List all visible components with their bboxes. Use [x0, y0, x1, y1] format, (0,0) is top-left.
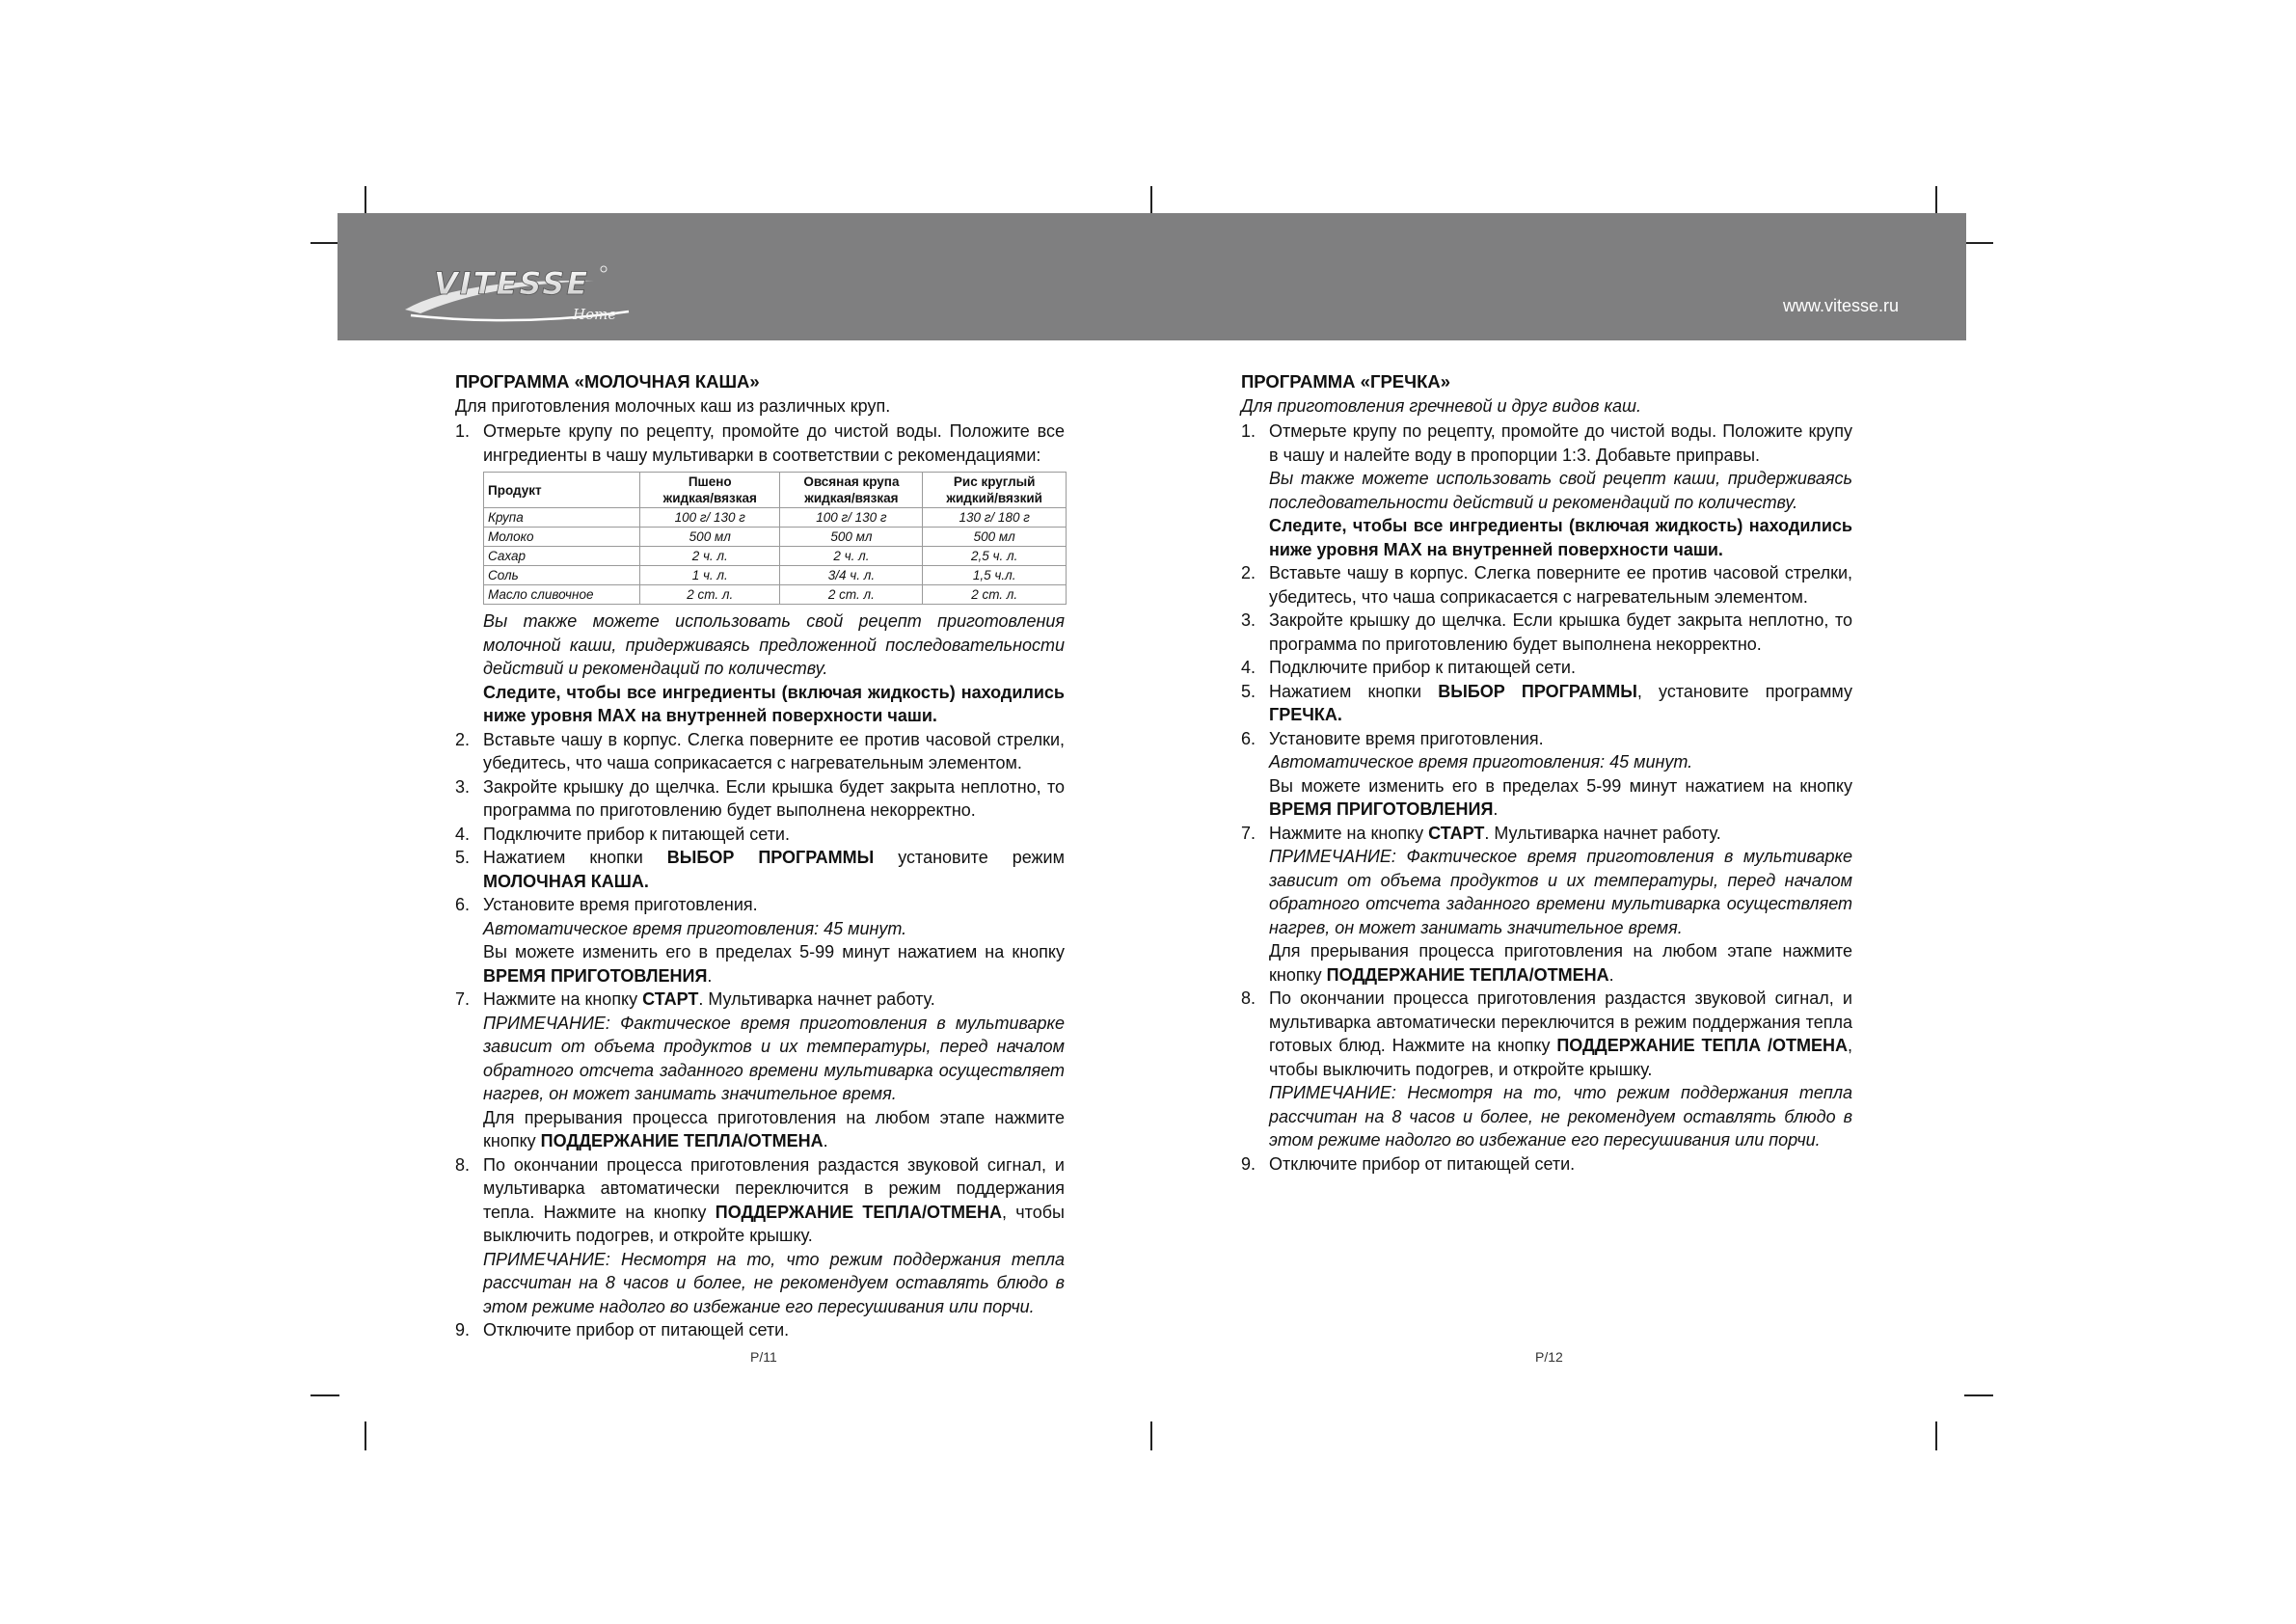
- list-item: 9. Отключите прибор от питающей сети.: [455, 1320, 790, 1340]
- table-row: [484, 585, 1067, 605]
- step-text: Отключите прибор от питающей сети.: [483, 1320, 790, 1340]
- list-item: 7. Нажмите на кнопку СТАРТ. Мультиварка начнет работу. ПРИМЕЧАНИЕ: Фактическое время приготовления в мультиварке зависит от объема продуктов и их температуры, перед началом обратного отсчета заданного времени мультиварка осуществляет нагрев, он может занимать значительное время. Для прерывания процесса приготовления на любом этапе нажмите кнопку ПОДДЕРЖАНИЕ ТЕПЛА/ОТМЕНА.: [455, 989, 1065, 1150]
- vitesse-logo: [401, 259, 633, 325]
- step-text: Установите время приготовления.: [1269, 728, 1544, 748]
- list-item: 5. Нажатием кнопки ВЫБОР ПРОГРАММЫ, установите программу ГРЕЧКА.: [1241, 681, 1852, 724]
- table-cell: 1,5 ч.л.: [923, 566, 1067, 585]
- step-note: ПРИМЕЧАНИЕ: Несмотря на то, что режим поддержания тепла рассчитан на 8 часов и более, не рекомендуем оставлять блюдо в этом режиме надолго во избежание его пересушивания или порчи.: [483, 1249, 1065, 1316]
- list-item: 3. Закройте крышку до щелчка. Если крышка будет закрыта неплотно, то программа по приготовлению будет выполнена некорректно.: [455, 776, 1065, 820]
- table-row: [484, 528, 1067, 547]
- crop-mark: [1150, 1421, 1152, 1450]
- table-cell: 130 г/ 180 г: [923, 508, 1067, 528]
- left-column: [455, 370, 1065, 1342]
- step-note: Автоматическое время приготовления: 45 минут.: [483, 918, 907, 938]
- table-cell: 2 ч. л.: [640, 547, 780, 566]
- step-text: Подключите прибор к питающей сети.: [483, 824, 790, 844]
- crop-mark: [1150, 186, 1152, 215]
- table-cell: Молоко: [484, 528, 640, 547]
- table-header: Рис круглый жидкий/вязкий: [923, 473, 1067, 508]
- step-text: Отмерьте крупу по рецепту, промойте до чистой воды. Положите крупу в чашу и налейте воду в пропорции 1:3. Добавьте приправы.: [1269, 421, 1852, 465]
- table-cell: 500 мл: [780, 528, 923, 547]
- crop-mark: [1935, 186, 1937, 215]
- step-note: Автоматическое время приготовления: 45 минут.: [1269, 752, 1693, 771]
- left-lead: Для приготовления молочных каш из различных круп.: [455, 395, 891, 416]
- right-title: ПРОГРАММА «ГРЕЧКА»: [1241, 371, 1451, 392]
- crop-mark: [1935, 1421, 1937, 1450]
- header-band: [338, 213, 1966, 340]
- list-item: 3. Закройте крышку до щелчка. Если крышка будет закрыта неплотно, то программа по приготовлению будет выполнена некорректно.: [1241, 610, 1852, 654]
- site-url: www.vitesse.ru: [1782, 296, 1899, 315]
- table-header-row: [484, 473, 1067, 508]
- step-text: Вставьте чашу в корпус. Слегка поверните ее против часовой стрелки, убедитесь, что чаша соприкасается с нагревательным элементом.: [1269, 563, 1852, 607]
- table-cell: 2 ст. л.: [923, 585, 1067, 605]
- table-cell: Сахар: [484, 547, 640, 566]
- step-warning: Следите, чтобы все ингредиенты (включая жидкость) находились ниже уровня MAX на внутренней поверхности чаши.: [1269, 516, 1852, 559]
- step-note: ПРИМЕЧАНИЕ: Несмотря на то, что режим поддержания тепла рассчитан на 8 часов и более, не рекомендуем оставлять блюдо в этом режиме надолго во избежание его пересушивания или порчи.: [1269, 1083, 1852, 1150]
- list-item: 5. Нажатием кнопки ВЫБОР ПРОГРАММЫ установите режим МОЛОЧНАЯ КАША.: [455, 848, 1065, 891]
- table-cell: 2 ст. л.: [640, 585, 780, 605]
- list-item: 8. По окончании процесса приготовления раздастся звуковой сигнал, и мультиварка автоматически переключится в режим поддержания тепла готовых блюд. Нажмите на кнопку ПОДДЕРЖАНИЕ ТЕПЛА /ОТМЕНА, чтобы выключить подогрев, и откройте крышку. ПРИМЕЧАНИЕ: Несмотря на то, что режим поддержания тепла рассчитан на 8 часов и более, не рекомендуем оставлять блюдо в этом режиме надолго во избежание его пересушивания или порчи.: [1241, 987, 1852, 1152]
- list-item: 7. Нажмите на кнопку СТАРТ. Мультиварка начнет работу. ПРИМЕЧАНИЕ: Фактическое время приготовления в мультиварке зависит от объема продуктов и их температуры, перед началом обратного отсчета заданного времени мультиварка осуществляет нагрев, он может занимать значительное время. Для прерывания процесса приготовления на любом этапе нажмите кнопку ПОДДЕРЖАНИЕ ТЕПЛА/ОТМЕНА.: [1241, 823, 1852, 985]
- right-lead: Для приготовления гречневой и друг видов каш.: [1241, 395, 1641, 416]
- list-item: 4. Подключите прибор к питающей сети.: [455, 824, 790, 844]
- table-header: Пшено жидкая/вязкая: [640, 473, 780, 508]
- table-header: Овсяная крупа жидкая/вязкая: [780, 473, 923, 508]
- brand-sub: Home: [573, 306, 617, 323]
- table-cell: 500 мл: [640, 528, 780, 547]
- table-cell: 2 ст. л.: [780, 585, 923, 605]
- crop-mark: [1964, 242, 1993, 244]
- page-number-left: P/11: [750, 1349, 777, 1365]
- recipe-table: [483, 472, 1067, 605]
- list-item: 2. Вставьте чашу в корпус. Слегка поверните ее против часовой стрелки, убедитесь, что чаша соприкасается с нагревательным элементом.: [1241, 563, 1852, 607]
- page-number-right: P/12: [1535, 1349, 1563, 1365]
- list-item: 1. Отмерьте крупу по рецепту, промойте до чистой воды. Положите все ингредиенты в чашу мультиварки в соответствии с рекомендациями: Продукт Пшено жидкая/вязкая Овсяная крупа жидкая/вязкая Рис круглый жидкий/вязкий Крупа 100 г/ 130 г 100 г/ 130 г 130 г/ 180 г Молоко 500 мл 500 мл 500 мл Сахар 2 ч. л. 2 ч. л. 2,5 ч. л. Соль 1 ч. л. 3/4 ч. л. 1,5 ч.л. Масло сливочное 2 ст. л. 2 ст. л. 2 ст. л. Вы также можете использовать свой рецепт приготовления молочной каши, придерживаясь предложенной последовательности действий и рекомендаций по количеству. Следите, чтобы все ингредиенты (включая жидкость) находились ниже уровня MAX на внутренней поверхности чаши.: [455, 420, 1065, 728]
- table-header: Продукт: [484, 473, 640, 508]
- table-cell: 1 ч. л.: [640, 566, 780, 585]
- table-row: [484, 508, 1067, 528]
- step-text: Подключите прибор к питающей сети.: [1269, 658, 1576, 677]
- step-text: Отмерьте крупу по рецепту, промойте до чистой воды. Положите все ингредиенты в чашу мультиварки в соответствии с рекомендациями:: [483, 421, 1065, 465]
- step-text: Отключите прибор от питающей сети.: [1269, 1153, 1576, 1174]
- crop-mark: [1964, 1394, 1993, 1396]
- list-item: 9. Отключите прибор от питающей сети.: [1241, 1153, 1576, 1174]
- right-column: [1241, 370, 1852, 1176]
- step-text: Закройте крышку до щелчка. Если крышка будет закрыта неплотно, то программа по приготовлению будет выполнена некорректно.: [483, 776, 1065, 820]
- step-note: Вы также можете использовать свой рецепт приготовления молочной каши, придерживаясь предложенной последовательности действий и рекомендаций по количеству.: [483, 611, 1065, 678]
- step-warning: Следите, чтобы все ингредиенты (включая жидкость) находились ниже уровня MAX на внутренней поверхности чаши.: [483, 682, 1065, 725]
- table-cell: Масло сливочное: [484, 585, 640, 605]
- left-steps: [455, 420, 1065, 1342]
- table-cell: 3/4 ч. л.: [780, 566, 923, 585]
- crop-mark: [365, 1421, 366, 1450]
- table-cell: 100 г/ 130 г: [780, 508, 923, 528]
- table-cell: 2 ч. л.: [780, 547, 923, 566]
- crop-mark: [311, 242, 339, 244]
- list-item: 8. По окончании процесса приготовления раздастся звуковой сигнал, и мультиварка автоматически переключится в режим поддержания тепла. Нажмите на кнопку ПОДДЕРЖАНИЕ ТЕПЛА/ОТМЕНА, чтобы выключить подогрев, и откройте крышку. ПРИМЕЧАНИЕ: Несмотря на то, что режим поддержания тепла рассчитан на 8 часов и более, не рекомендуем оставлять блюдо в этом режиме надолго во избежание его пересушивания или порчи.: [455, 1153, 1065, 1319]
- list-item: 2. Вставьте чашу в корпус. Слегка поверните ее против часовой стрелки, убедитесь, что чаша соприкасается с нагревательным элементом.: [455, 729, 1065, 772]
- list-item: 6. Установите время приготовления. Автоматическое время приготовления: 45 минут. Вы можете изменить его в пределах 5-99 минут нажатием на кнопку ВРЕМЯ ПРИГОТОВЛЕНИЯ.: [1241, 728, 1852, 819]
- step-note: ПРИМЕЧАНИЕ: Фактическое время приготовления в мультиварке зависит от объема продуктов и их температуры, перед началом обратного отсчета заданного времени мультиварка осуществляет нагрев, он может занимать значительное время.: [483, 1013, 1065, 1103]
- table-cell: Соль: [484, 566, 640, 585]
- table-row: [484, 547, 1067, 566]
- table-cell: 100 г/ 130 г: [640, 508, 780, 528]
- table-cell: 500 мл: [923, 528, 1067, 547]
- list-item: 4. Подключите прибор к питающей сети.: [1241, 658, 1576, 677]
- step-text: Закройте крышку до щелчка. Если крышка будет закрыта неплотно, то программа по приготовлению будет выполнена некорректно.: [1269, 610, 1852, 654]
- step-note: ПРИМЕЧАНИЕ: Фактическое время приготовления в мультиварке зависит от объема продуктов и их температуры, перед началом обратного отсчета заданного времени мультиварка осуществляет нагрев, он может занимать значительное время.: [1269, 847, 1852, 937]
- crop-mark: [365, 186, 366, 215]
- crop-mark: [311, 1394, 339, 1396]
- table-cell: 2,5 ч. л.: [923, 547, 1067, 566]
- table-cell: Крупа: [484, 508, 640, 528]
- step-text: Вставьте чашу в корпус. Слегка поверните ее против часовой стрелки, убедитесь, что чаша соприкасается с нагревательным элементом.: [483, 729, 1065, 772]
- brand-text: VITESSE: [434, 265, 590, 302]
- step-text: Установите время приготовления.: [483, 895, 758, 914]
- left-title: ПРОГРАММА «МОЛОЧНАЯ КАША»: [455, 371, 760, 392]
- step-note: Вы также можете использовать свой рецепт каши, придерживаясь последовательности действий и рекомендаций по количеству.: [1269, 469, 1852, 512]
- list-item: 6. Установите время приготовления. Автоматическое время приготовления: 45 минут. Вы можете изменить его в пределах 5-99 минут нажатием на кнопку ВРЕМЯ ПРИГОТОВЛЕНИЯ.: [455, 895, 1065, 986]
- table-row: [484, 566, 1067, 585]
- right-steps: [1241, 420, 1852, 1176]
- list-item: 1. Отмерьте крупу по рецепту, промойте до чистой воды. Положите крупу в чашу и налейте воду в пропорции 1:3. Добавьте приправы. Вы также можете использовать свой рецепт каши, придерживаясь последовательности действий и рекомендаций по количеству. Следите, чтобы все ингредиенты (включая жидкость) находились ниже уровня MAX на внутренней поверхности чаши.: [1241, 420, 1852, 561]
